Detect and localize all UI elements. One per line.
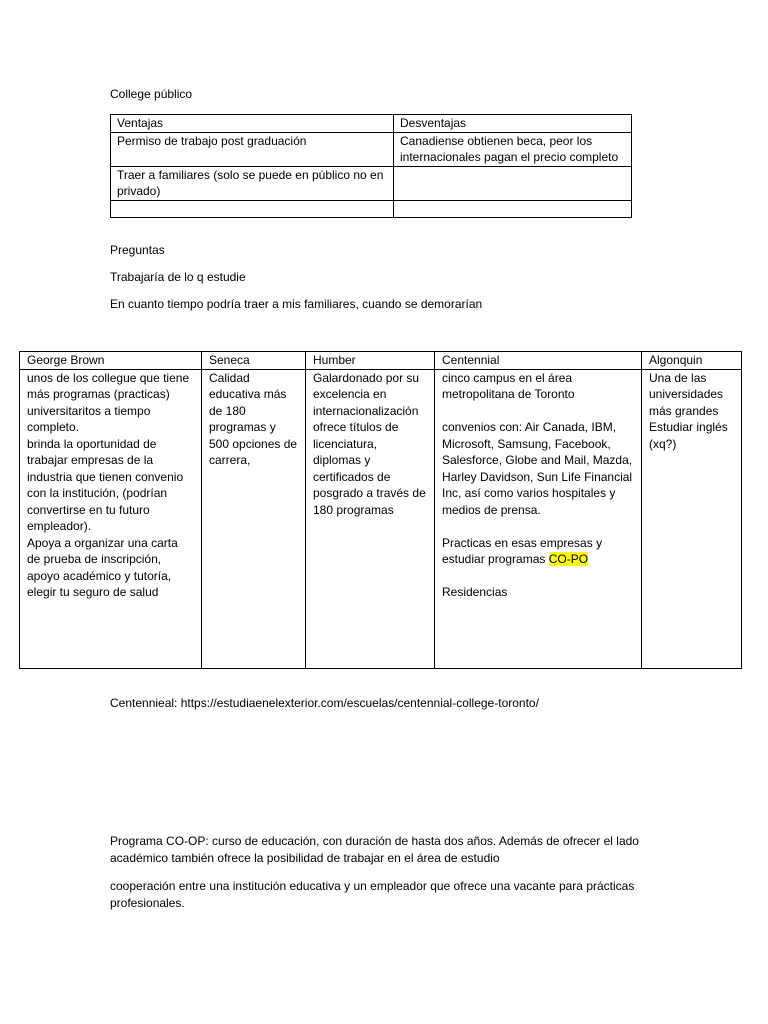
table-cell: Canadiense obtienen beca, peor los internacionales pagan el precio completo <box>394 132 632 166</box>
table-cell <box>111 200 394 217</box>
question-item: En cuanto tiempo podría traer a mis familiares, cuando se demorarían <box>110 297 483 311</box>
table-row <box>111 132 632 166</box>
centennial-practices-text: Practicas en esas empresas y estudiar programas <box>442 535 603 566</box>
table-cell: Traer a familiares (solo se puede en público no en privado) <box>111 166 394 200</box>
centennial-cell <box>435 369 642 668</box>
george-brown-cell: unos de los collegue que tiene más programas (practicas) universitaritos a tiempo completo. brinda la oportunidad de trabajar empresas de la industria que tienen convenio con la institución, (podrían convertirse en tu futuro empleador). Apoya a organizar una carta de prueba de inscripción, apoyo académico y tutoría, elegir tu seguro de salud <box>20 369 202 668</box>
table-cell <box>394 200 632 217</box>
coop-definition: Programa CO-OP: curso de educación, con duración de hasta dos años. Además de ofrecer el lado académico también ofrece la posibilidad de trabajar en el área de estudio <box>110 834 639 865</box>
centennial-campus: cinco campus en el área metropolitana de Toronto <box>442 370 575 401</box>
table-header-row <box>111 115 632 133</box>
coop-cooperation: cooperación entre una institución educativa y un empleador que ofrece una vacante para prácticas profesionales. <box>110 879 635 910</box>
column-header: Ventajas <box>111 115 394 133</box>
pros-cons-table <box>110 114 632 218</box>
table-row <box>111 200 632 217</box>
question-item: Trabajaría de lo q estudie <box>110 270 246 284</box>
centennial-residences: Residencias <box>442 585 508 599</box>
algonquin-cell: Una de las universidades más grandes Estudiar inglés (xq?) <box>642 369 742 668</box>
section-title: College público <box>110 87 193 101</box>
column-header-seneca: Seneca <box>202 352 306 370</box>
centennial-agreements: convenios con: Air Canada, IBM, Microsoft, Samsung, Facebook, Salesforce, Globe and Mail, Mazda, Harley Davidson, Sun Life Financial Inc, así como varios hospitales y medios de prensa. <box>442 420 633 517</box>
column-header-centennial: Centennial <box>435 352 642 370</box>
seneca-cell: Calidad educativa más de 180 programas y 500 opciones de carrera, <box>202 369 306 668</box>
table-header-row <box>20 352 742 370</box>
table-row <box>111 166 632 200</box>
column-header: Desventajas <box>394 115 632 133</box>
table-cell: Permiso de trabajo post graduación <box>111 132 394 166</box>
table-row <box>20 369 742 668</box>
table-cell <box>394 166 632 200</box>
questions-title: Preguntas <box>110 243 165 257</box>
column-header-humber: Humber <box>306 352 435 370</box>
centennial-link[interactable]: Centennieal: https://estudiaenelexterior.com/escuelas/centennial-college-toronto/ <box>110 696 539 710</box>
humber-cell: Galardonado por su excelencia en internacionalización ofrece títulos de licenciatura, diplomas y certificados de posgrado a través de 180 programas <box>306 369 435 668</box>
coop-highlight: CO-PO <box>548 552 589 566</box>
column-header-george-brown: George Brown <box>20 352 202 370</box>
college-comparison-table <box>19 351 742 669</box>
column-header-algonquin: Algonquin <box>642 352 742 370</box>
centennial-practices <box>442 535 634 568</box>
